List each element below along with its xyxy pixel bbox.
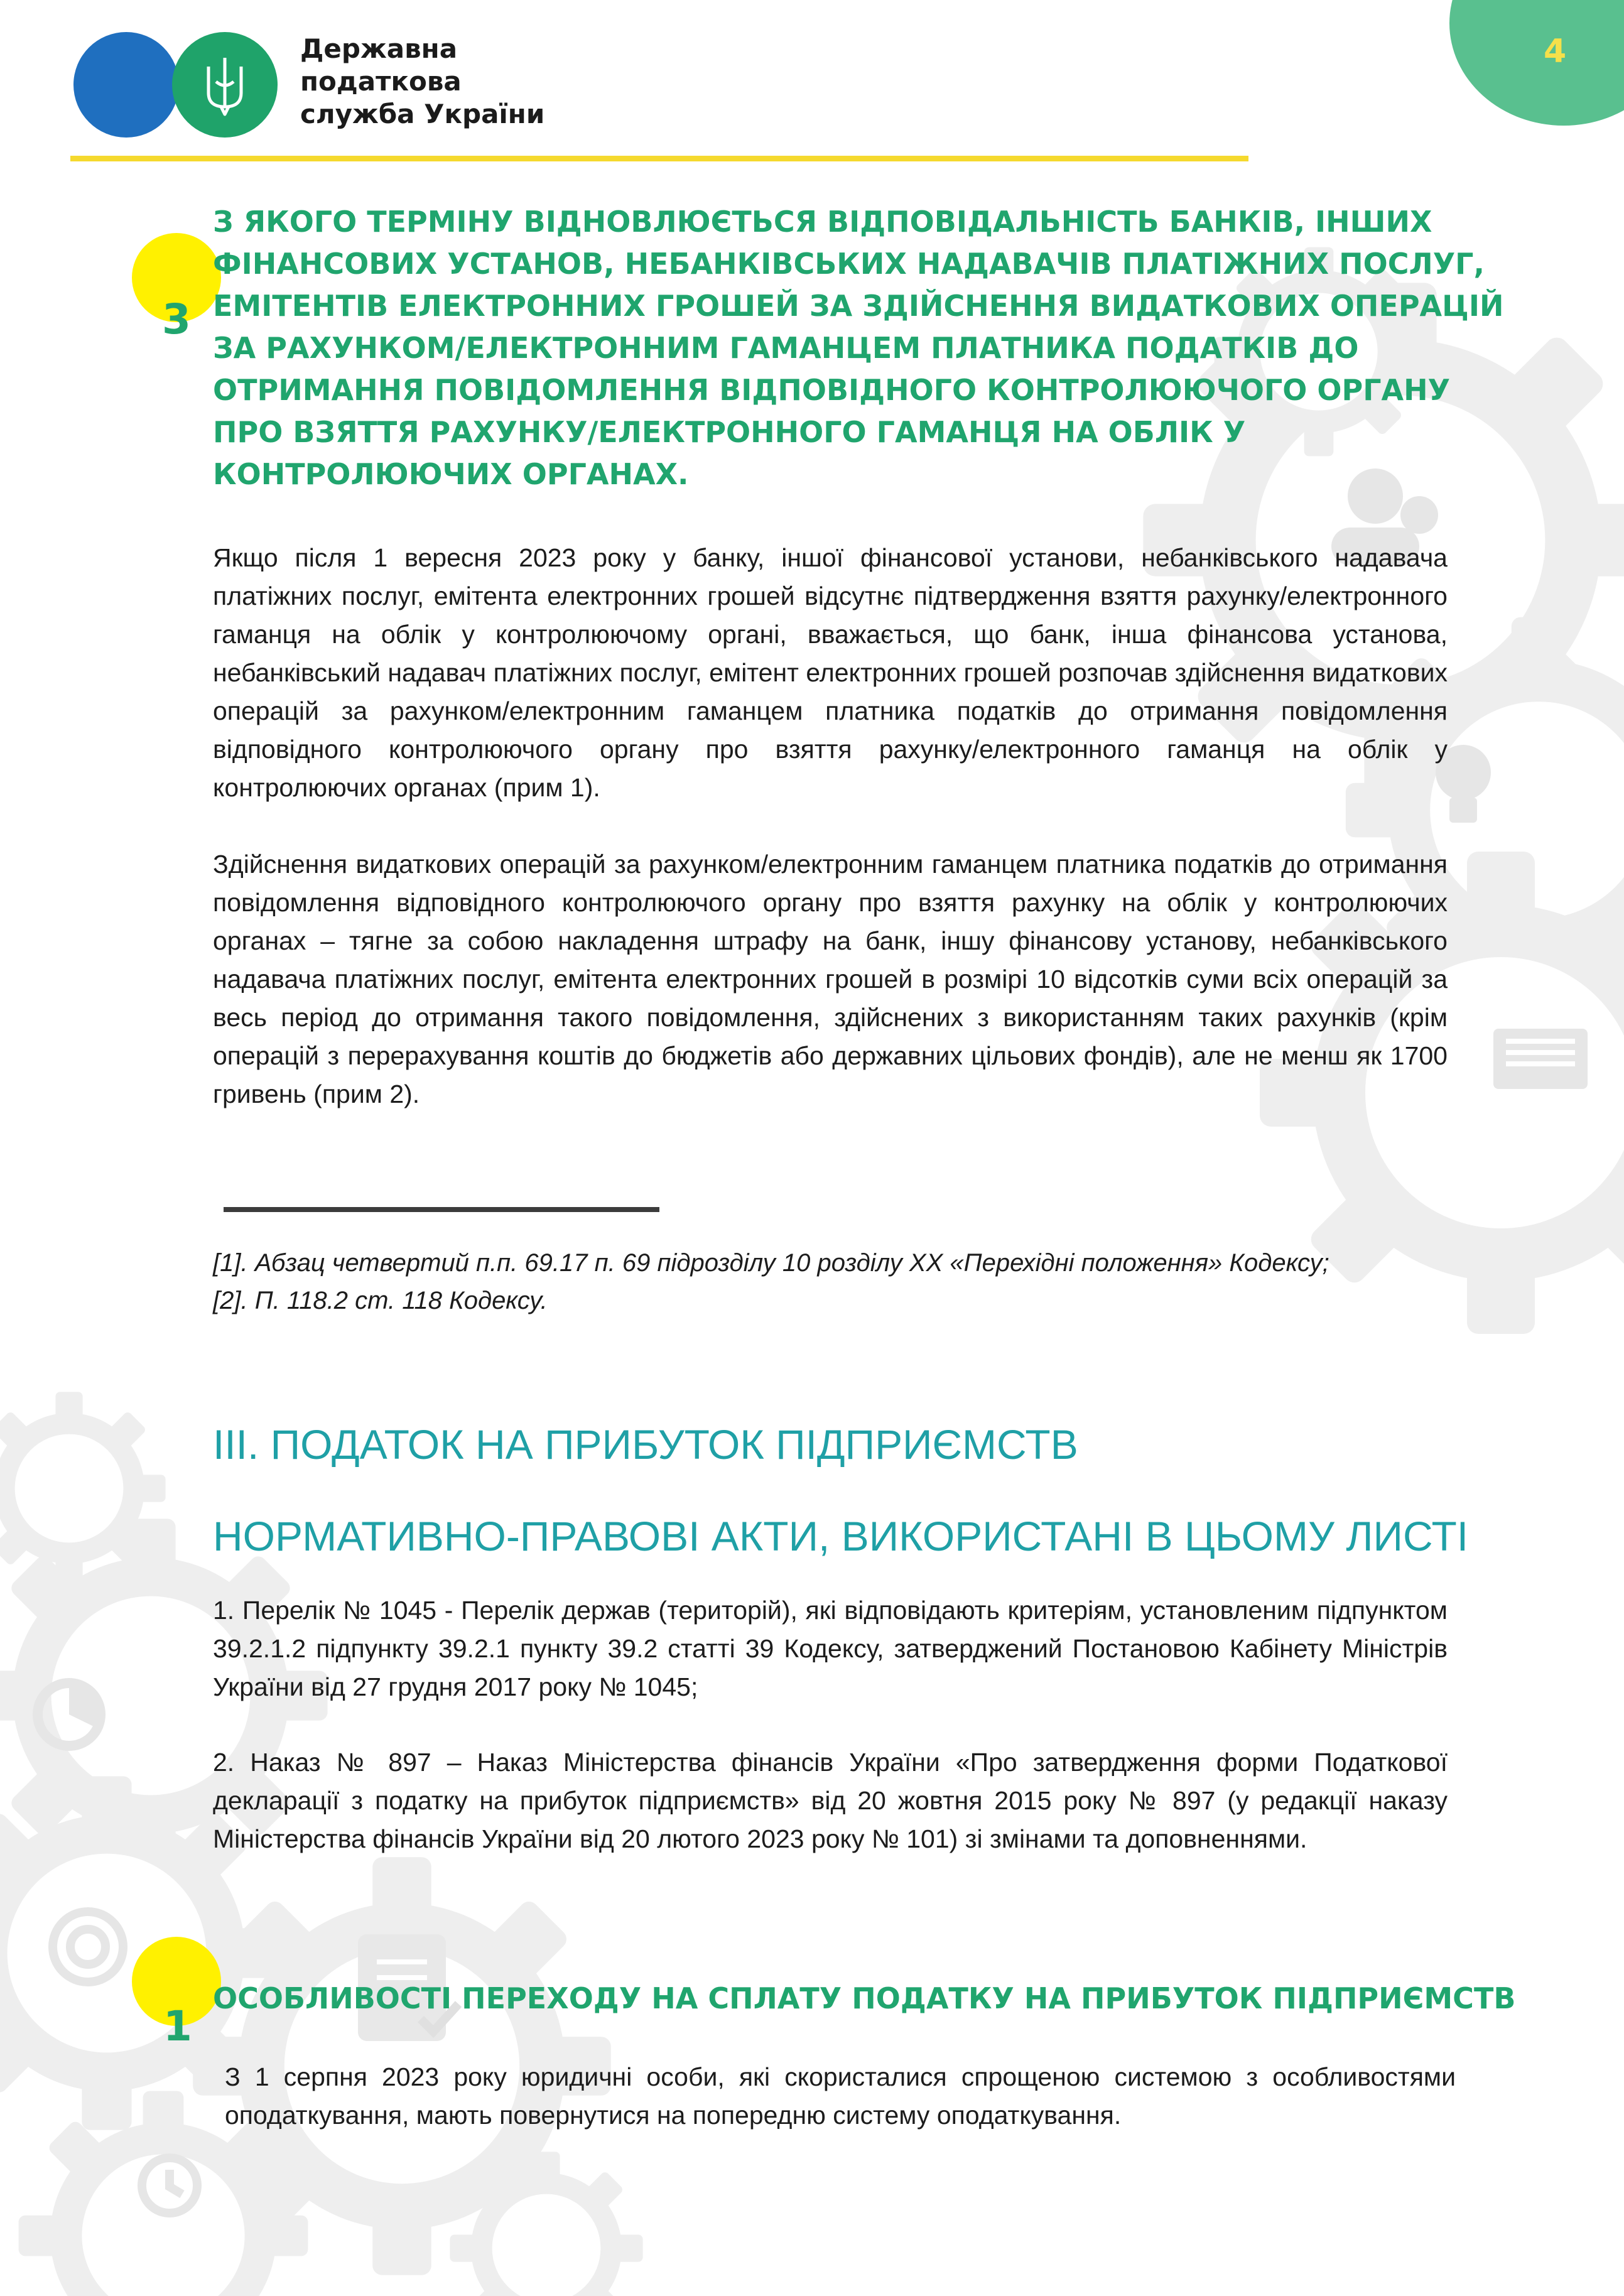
section-title: ІІІ. ПОДАТОК НА ПРИБУТОК ПІДПРИЄМСТВ — [213, 1421, 1078, 1468]
footnote-divider — [224, 1207, 659, 1212]
acts-title: НОРМАТИВНО-ПРАВОВІ АКТИ, ВИКОРИСТАНІ В ЦЬОМУ ЛИСТІ — [213, 1513, 1469, 1559]
footnotes — [213, 1244, 1329, 1319]
body-paragraph: Здійснення видаткових операцій за рахунком/електронним гаманцем платника податків до отримання повідомлення відповідного контролюючого органу про взяття рахунку на облік у контролюючих органах – тягне за собою накладення штрафу на банк, іншу фінансову установу, небанківського надавача платіжних послуг, емітента електронних грошей в розмірі 10 відсотків суми всіх операцій за весь період до отримання такого повідомлення, здійснених з використанням таких рахунків (крім операцій з перерахування коштів до бюджетів або державних цільових фондів), але не менш як 1700 гривень (прим 2). — [213, 850, 1448, 1108]
footnote: [2]. П. 118.2 ст. 118 Кодексу. — [213, 1287, 548, 1314]
heading-line: ПРО ВЗЯТТЯ РАХУНКУ/ЕЛЕКТРОННОГО ГАМАНЦЯ НА ОБЛІК У — [213, 415, 1246, 449]
organization-name-line: податкова — [300, 66, 462, 97]
trident-icon — [202, 54, 247, 117]
section-number: 1 — [163, 2002, 192, 2050]
body-paragraph: Якщо після 1 вересня 2023 року у банку, іншої фінансової установи, небанківського надавача платіжних послуг, емітента електронних грошей відсутнє підтвердження взяття рахунку/електронного гаманця на облік у контролюючому органі, вважається, що банк, інша фінансова установа, небанківський надавач платіжних послуг, емітент електронних грошей розпочав здійснення видаткових операцій за рахунком/електронним гаманцем платника податків до отримання повідомлення відповідного контролюючого органу про взяття рахунку/електронного гаманця на облік у контролюючих органах (прим 1). — [213, 543, 1448, 802]
section-number: 3 — [162, 295, 191, 344]
organization-name — [300, 33, 544, 131]
heading-line: ФІНАНСОВИХ УСТАНОВ, НЕБАНКІВСЬКИХ НАДАВАЧІВ ПЛАТІЖНИХ ПОСЛУГ, — [213, 247, 1485, 281]
heading-line: КОНТРОЛЮЮЧИХ ОРГАНАХ. — [213, 457, 689, 491]
legal-act-item: 1. Перелік № 1045 - Перелік держав (територій), які відповідають критеріям, установленим підпунктом 39.2.1.2 підпункту 39.2.1 пункту 39.2 статті 39 Кодексу, затверджений Постановою Кабінету Міністрів України від 27 грудня 2017 року № 1045; — [213, 1596, 1448, 1701]
legal-act-item: 2. Наказ № 897 – Наказ Міністерства фінансів України «Про затвердження форми Податкової декларації з податку на прибуток підприємств» від 20 жовтня 2015 року № 897 (у редакції наказу Міністерства фінансів України від 20 лютого 2023 року № 101) зі змінами та доповненнями. — [213, 1748, 1448, 1853]
heading-line: ЕМІТЕНТІВ ЕЛЕКТРОННИХ ГРОШЕЙ ЗА ЗДІЙСНЕННЯ ВИДАТКОВИХ ОПЕРАЦІЙ — [213, 289, 1504, 323]
heading-line: ЗА РАХУНКОМ/ЕЛЕКТРОННИМ ГАМАНЦЕМ ПЛАТНИКА ПОДАТКІВ ДО — [213, 331, 1359, 365]
heading-line: З ЯКОГО ТЕРМІНУ ВІДНОВЛЮЄТЬСЯ ВІДПОВІДАЛЬНІСТЬ БАНКІВ, ІНШИХ — [213, 205, 1432, 239]
organization-name-line: Державна — [300, 33, 458, 64]
question-heading — [213, 201, 1504, 495]
page-number: 4 — [1544, 33, 1567, 70]
body-paragraph: З 1 серпня 2023 року юридичні особи, які скористалися спрощеною системою з особливостями оподаткування, мають повернутися на попередню систему оподаткування. — [225, 2062, 1456, 2130]
logo-blue-circle — [73, 32, 179, 138]
footnote: [1]. Абзац четвертий п.п. 69.17 п. 69 підрозділу 10 розділу XX «Перехідні положення» Кодексу; — [213, 1249, 1329, 1277]
organization-name-line: служба України — [300, 99, 545, 129]
envelope-icon — [1493, 1029, 1588, 1089]
heading-line: ОТРИМАННЯ ПОВІДОМЛЕННЯ ВІДПОВІДНОГО КОНТРОЛЮЮЧОГО ОРГАНУ — [213, 373, 1451, 407]
subsection-heading: ОСОБЛИВОСТІ ПЕРЕХОДУ НА СПЛАТУ ПОДАТКУ НА ПРИБУТОК ПІДПРИЄМСТВ — [213, 1981, 1516, 2015]
header-divider — [70, 156, 1248, 161]
